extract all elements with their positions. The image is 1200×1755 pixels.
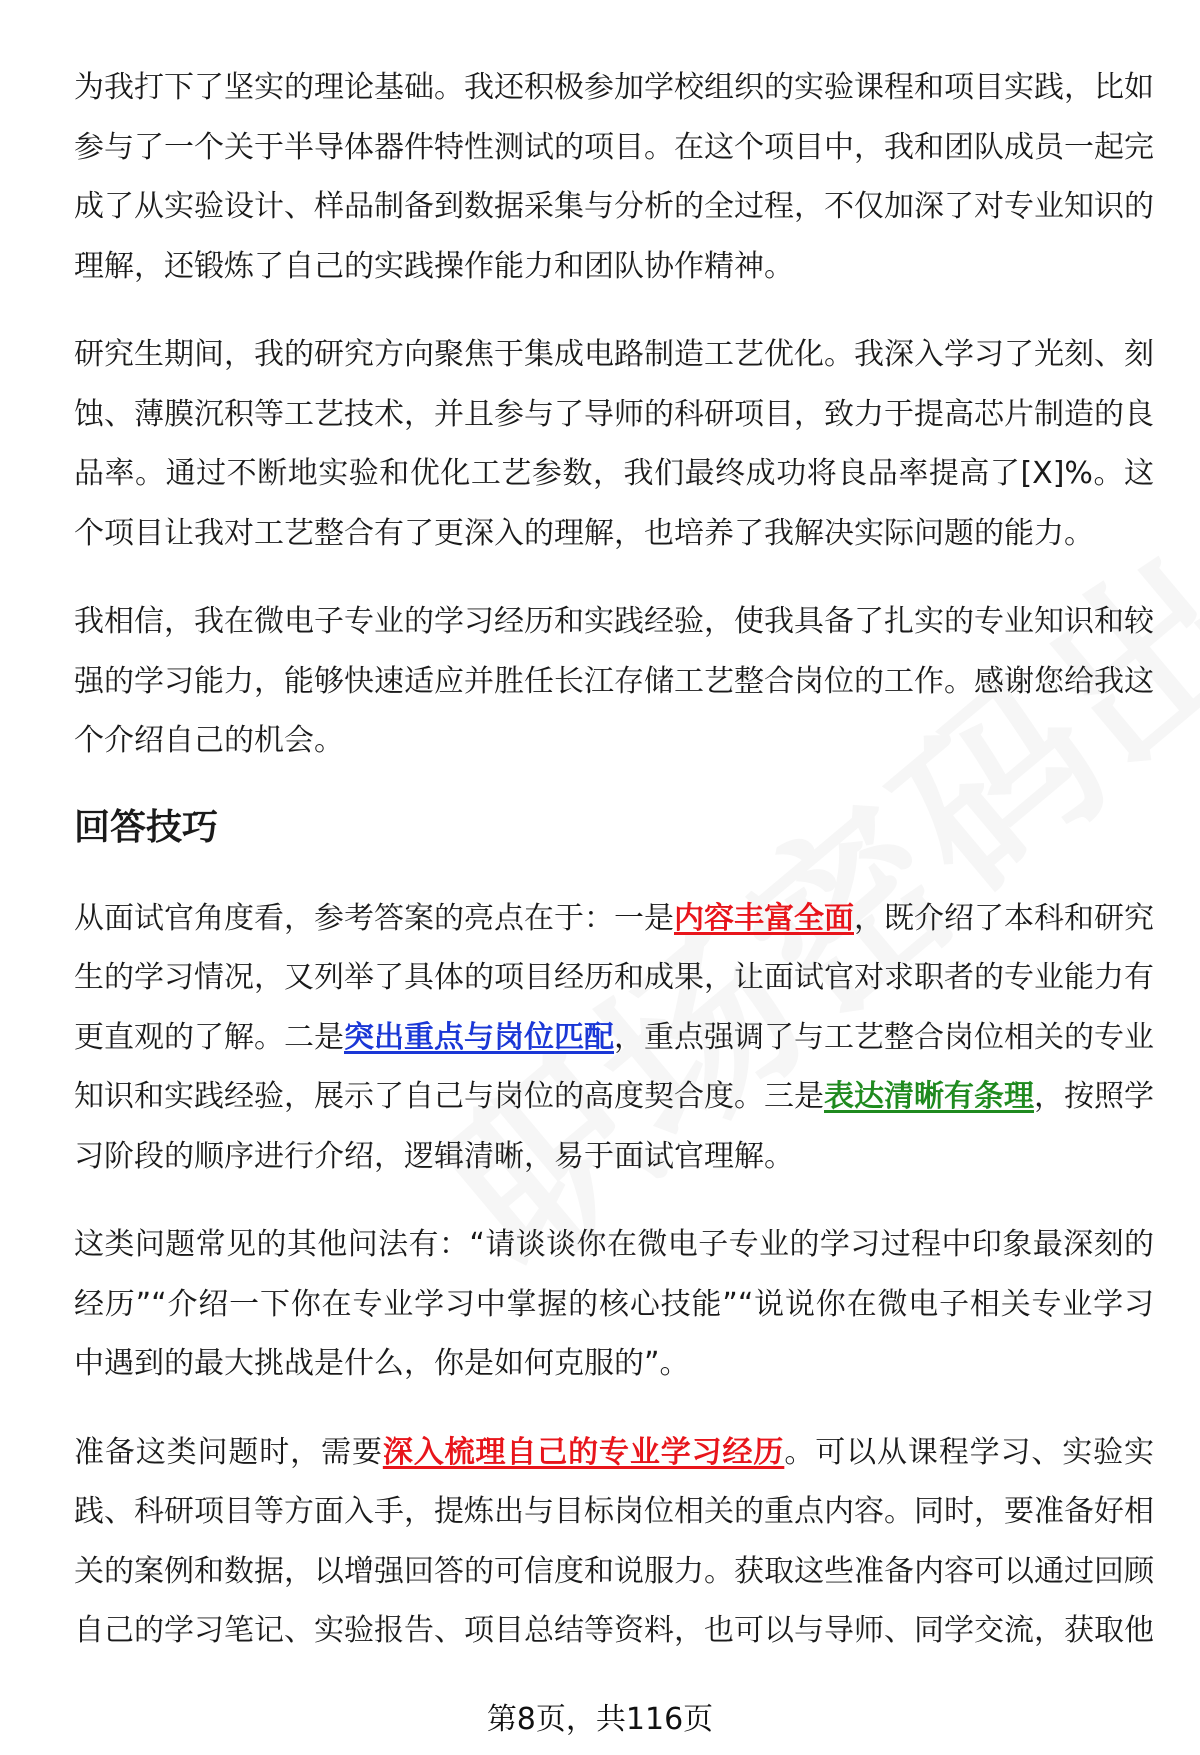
text-segment: ，既介绍了本科和研究生的学习情况，又列举了具体的项目经历和成果，让面试官对求职者的专业能力有更直观的了解。二是 <box>74 900 1154 1055</box>
text-segment: ，按照学习阶段的顺序进行介绍，逻辑清晰，易于面试官理解。 <box>74 1079 1154 1174</box>
paragraph-other-questions: 这类问题常见的其他问法有：“请谈谈你在微电子专业的学习过程中印象最深刻的经历”“介绍一下你在专业学习中掌握的核心技能”“说说你在微电子相关专业学习中遇到的最大挑战是什么，你是如何克服的”。 <box>74 1227 1154 1381</box>
paragraph-conclusion: 我相信，我在微电子专业的学习经历和实践经验，使我具备了扎实的专业知识和较强的学习能力，能够快速适应并胜任长江存储工艺整合岗位的工作。感谢您给我这个介绍自己的机会。 <box>74 604 1154 758</box>
text-segment: 准备这类问题时，需要 <box>74 1434 383 1470</box>
text-segment: 从面试官角度看，参考答案的亮点在于：一是 <box>74 900 674 936</box>
paragraph-tips-highlights <box>74 889 1154 1187</box>
highlight-clear-expression: 表达清晰有条理 <box>824 1079 1034 1114</box>
text-segment: 。可以从课程学习、实验实践、科研项目等方面入手，提炼出与目标岗位相关的重点内容。同时，要准备好相关的案例和数据，以增强回答的可信度和说服力。获取这些准备内容可以通过回顾自己的学习笔记、实验报告、项目总结等资料，也可以与导师、同学交流，获取他 <box>74 1434 1155 1648</box>
document-page <box>74 58 1154 1690</box>
page-number-footer: 第8页，共116页 <box>486 1702 714 1737</box>
section-heading: 回答技巧 <box>74 806 219 848</box>
highlight-job-match: 突出重点与岗位匹配 <box>344 1019 614 1055</box>
highlight-review-experience: 深入梳理自己的专业学习经历 <box>382 1434 785 1470</box>
highlight-content-rich: 内容丰富全面 <box>674 900 854 936</box>
paragraph-undergrad: 为我打下了坚实的理论基础。我还积极参加学校组织的实验课程和项目实践，比如参与了一个关于半导体器件特性测试的项目。在这个项目中，我和团队成员一起完成了从实验设计、样品制备到数据采集与分析的全过程，不仅加深了对专业知识的理解，还锻炼了自己的实践操作能力和团队协作精神。 <box>74 70 1154 284</box>
paragraph-preparation <box>74 1423 1154 1661</box>
text-segment: ，重点强调了与工艺整合岗位相关的专业知识和实践经验，展示了自己与岗位的高度契合度。三是 <box>74 1019 1154 1114</box>
paragraph-graduate: 研究生期间，我的研究方向聚焦于集成电路制造工艺优化。我深入学习了光刻、刻蚀、薄膜沉积等工艺技术，并且参与了导师的科研项目，致力于提高芯片制造的良品率。通过不断地实验和优化工艺参数，我们最终成功将良品率提高了[X]%。这个项目让我对工艺整合有了更深入的理解，也培养了我解决实际问题的能力。 <box>74 337 1154 551</box>
